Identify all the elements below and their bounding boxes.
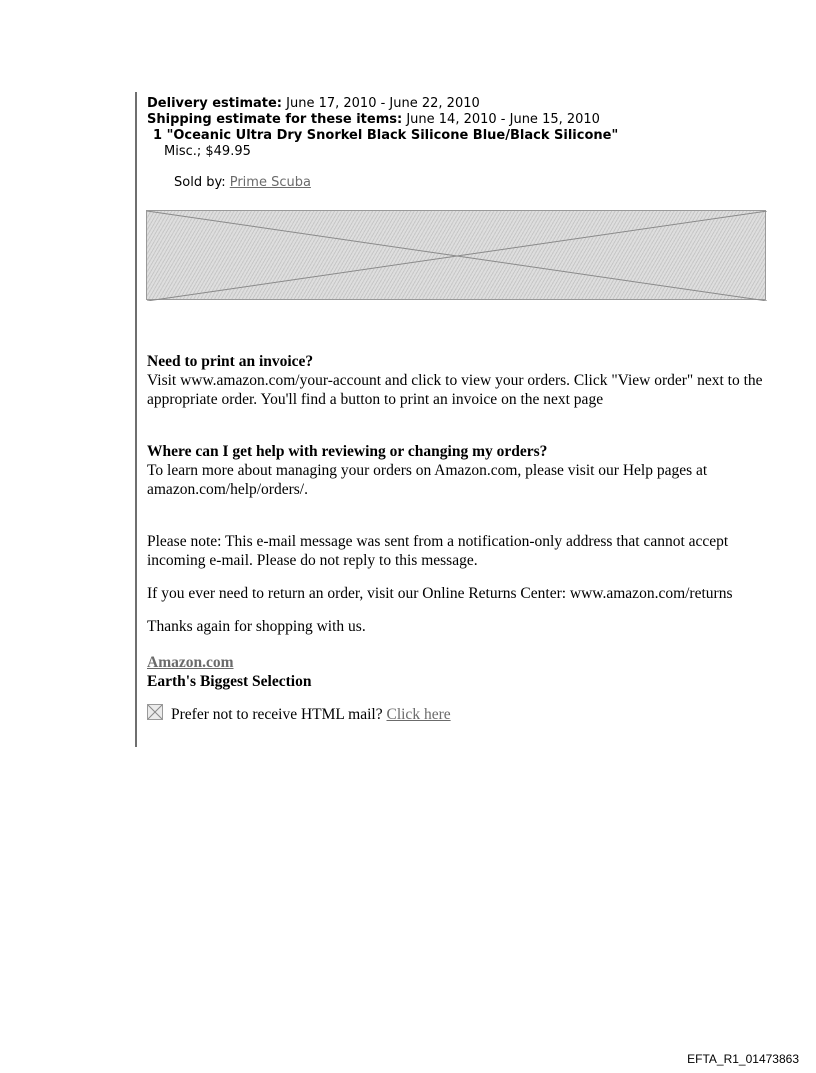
no-reply-text: Please note: This e-mail message was sent from a notification-only address that cannot accept incoming e-mail. Please do not reply to this message. — [147, 533, 729, 569]
sold-by-line — [174, 175, 311, 191]
sold-by-label: Sold by: — [174, 175, 230, 190]
returns-text: If you ever need to return an order, visit our Online Returns Center: www.amazon.com/returns — [147, 585, 733, 602]
order-item-meta: Misc.; $49.95 — [164, 144, 251, 159]
shipping-estimate-label: Shipping estimate for these items: — [147, 112, 403, 127]
html-mail-preference — [147, 704, 767, 724]
amazon-link[interactable]: Amazon.com — [147, 654, 234, 671]
click-here-link[interactable]: Click here — [386, 706, 451, 723]
invoice-body: Visit www.amazon.com/your-account and click to view your orders. Click "View order" next to the appropriate order. You'll find a button to print an invoice on the next page — [147, 372, 763, 408]
help-heading: Where can I get help with reviewing or changing my orders? — [147, 443, 548, 460]
html-pref-text: Prefer not to receive HTML mail? — [171, 706, 387, 723]
invoice-section — [147, 352, 767, 409]
tagline: Earth's Biggest Selection — [147, 673, 312, 690]
document-id: EFTA_R1_01473863 — [687, 1052, 799, 1066]
footer-signature — [147, 653, 767, 691]
returns-note — [147, 584, 767, 603]
no-reply-note — [147, 532, 767, 570]
order-item-title: 1 "Oceanic Ultra Dry Snorkel Black Silicone Blue/Black Silicone" — [153, 128, 619, 143]
broken-image-icon — [147, 211, 767, 301]
left-border-rule — [135, 92, 137, 747]
thanks-text: Thanks again for shopping with us. — [147, 618, 366, 635]
seller-link[interactable]: Prime Scuba — [229, 175, 311, 190]
help-section — [147, 442, 767, 499]
order-details — [147, 96, 618, 160]
broken-image-small-icon — [147, 704, 163, 720]
help-body: To learn more about managing your orders on Amazon.com, please visit our Help pages at amazon.com/help/orders/. — [147, 462, 708, 498]
shipping-estimate-value: June 14, 2010 - June 15, 2010 — [402, 112, 600, 127]
thanks-note — [147, 617, 767, 636]
broken-image-placeholder — [146, 210, 766, 300]
delivery-estimate-line — [147, 96, 618, 112]
delivery-estimate-value: June 17, 2010 - June 22, 2010 — [282, 96, 480, 111]
shipping-estimate-line — [147, 112, 618, 128]
delivery-estimate-label: Delivery estimate: — [147, 96, 282, 111]
invoice-heading: Need to print an invoice? — [147, 353, 314, 370]
